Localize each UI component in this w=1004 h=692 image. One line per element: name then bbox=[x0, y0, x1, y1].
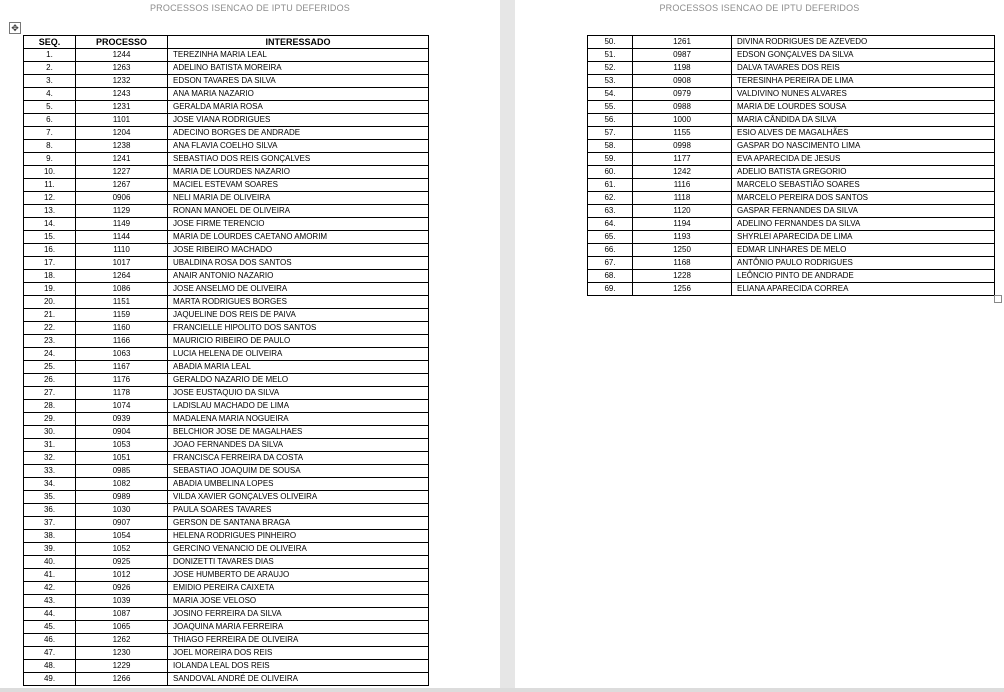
table-row bbox=[24, 387, 429, 400]
cell-processo: 1039 bbox=[76, 595, 168, 608]
cell-seq: 8. bbox=[24, 140, 76, 153]
cell-seq: 27. bbox=[24, 387, 76, 400]
cell-seq: 38. bbox=[24, 530, 76, 543]
table-row bbox=[24, 452, 429, 465]
table-row bbox=[24, 49, 429, 62]
cell-seq: 28. bbox=[24, 400, 76, 413]
cell-seq: 32. bbox=[24, 452, 76, 465]
cell-interessado: EDSON GONÇALVES DA SILVA bbox=[732, 49, 995, 62]
cell-interessado: LADISLAU MACHADO DE LIMA bbox=[168, 400, 429, 413]
table-row bbox=[24, 335, 429, 348]
cell-seq: 17. bbox=[24, 257, 76, 270]
table-row bbox=[588, 218, 995, 231]
cell-seq: 20. bbox=[24, 296, 76, 309]
cell-interessado: MACIEL ESTEVAM SOARES bbox=[168, 179, 429, 192]
cell-interessado: TERESINHA PEREIRA DE LIMA bbox=[732, 75, 995, 88]
cell-processo: 1118 bbox=[633, 192, 732, 205]
table-row bbox=[24, 608, 429, 621]
cell-processo: 0987 bbox=[633, 49, 732, 62]
cell-interessado: HELENA RODRIGUES PINHEIRO bbox=[168, 530, 429, 543]
cell-interessado: EDMAR LINHARES DE MELO bbox=[732, 244, 995, 257]
cell-interessado: SEBASTIAO JOAQUIM DE SOUSA bbox=[168, 465, 429, 478]
column-header-interessado: INTERESSADO bbox=[168, 36, 429, 49]
cell-processo: 0989 bbox=[76, 491, 168, 504]
cell-interessado: ESIO ALVES DE MAGALHÃES bbox=[732, 127, 995, 140]
table-body bbox=[24, 49, 429, 686]
cell-processo: 1263 bbox=[76, 62, 168, 75]
table-row bbox=[24, 621, 429, 634]
cell-interessado: MARIA DE LOURDES NAZARIO bbox=[168, 166, 429, 179]
cell-interessado: JOSE FIRME TERENCIO bbox=[168, 218, 429, 231]
cell-processo: 1231 bbox=[76, 101, 168, 114]
cell-processo: 1267 bbox=[76, 179, 168, 192]
cell-processo: 1160 bbox=[76, 322, 168, 335]
cell-seq: 7. bbox=[24, 127, 76, 140]
bottom-bar bbox=[0, 688, 1004, 692]
table-row bbox=[588, 179, 995, 192]
cell-seq: 6. bbox=[24, 114, 76, 127]
cell-seq: 52. bbox=[588, 62, 633, 75]
table-row bbox=[588, 231, 995, 244]
table-row bbox=[24, 582, 429, 595]
cell-processo: 1086 bbox=[76, 283, 168, 296]
cell-seq: 21. bbox=[24, 309, 76, 322]
cell-seq: 54. bbox=[588, 88, 633, 101]
cell-seq: 69. bbox=[588, 283, 633, 296]
cell-processo: 1256 bbox=[633, 283, 732, 296]
cell-seq: 10. bbox=[24, 166, 76, 179]
cell-processo: 1227 bbox=[76, 166, 168, 179]
cell-seq: 37. bbox=[24, 517, 76, 530]
cell-processo: 1082 bbox=[76, 478, 168, 491]
cell-processo: 1166 bbox=[76, 335, 168, 348]
table-row bbox=[588, 88, 995, 101]
cell-interessado: DALVA TAVARES DOS REIS bbox=[732, 62, 995, 75]
cell-interessado: GERALDO NAZARIO DE MELO bbox=[168, 374, 429, 387]
cell-processo: 1228 bbox=[633, 270, 732, 283]
cell-seq: 65. bbox=[588, 231, 633, 244]
cell-interessado: ADELINO FERNANDES DA SILVA bbox=[732, 218, 995, 231]
cell-interessado: MARCELO SEBASTIÃO SOARES bbox=[732, 179, 995, 192]
cell-seq: 49. bbox=[24, 673, 76, 686]
table-row bbox=[24, 231, 429, 244]
cell-processo: 1238 bbox=[76, 140, 168, 153]
page-header: PROCESSOS ISENCAO DE IPTU DEFERIDOS bbox=[659, 3, 860, 13]
cell-processo: 1243 bbox=[76, 88, 168, 101]
cell-processo: 1012 bbox=[76, 569, 168, 582]
table-move-handle-icon[interactable]: ✥ bbox=[9, 22, 21, 34]
cell-interessado: MARTA RODRIGUES BORGES bbox=[168, 296, 429, 309]
table-row bbox=[24, 218, 429, 231]
table-resize-handle-icon[interactable] bbox=[994, 295, 1002, 303]
cell-seq: 61. bbox=[588, 179, 633, 192]
cell-interessado: JOSE VIANA RODRIGUES bbox=[168, 114, 429, 127]
cell-processo: 1176 bbox=[76, 374, 168, 387]
table-row bbox=[24, 88, 429, 101]
cell-interessado: ANAIR ANTONIO NAZARIO bbox=[168, 270, 429, 283]
cell-interessado: ADELIO BATISTA GREGORIO bbox=[732, 166, 995, 179]
cell-interessado: GASPAR FERNANDES DA SILVA bbox=[732, 205, 995, 218]
cell-seq: 25. bbox=[24, 361, 76, 374]
cell-processo: 1204 bbox=[76, 127, 168, 140]
cell-interessado: JOSE RIBEIRO MACHADO bbox=[168, 244, 429, 257]
cell-seq: 16. bbox=[24, 244, 76, 257]
table-row bbox=[24, 62, 429, 75]
cell-interessado: GERSON DE SANTANA BRAGA bbox=[168, 517, 429, 530]
table-row bbox=[588, 244, 995, 257]
cell-interessado: TEREZINHA MARIA LEAL bbox=[168, 49, 429, 62]
cell-interessado: THIAGO FERREIRA DE OLIVEIRA bbox=[168, 634, 429, 647]
cell-seq: 48. bbox=[24, 660, 76, 673]
table-row bbox=[588, 114, 995, 127]
table-row bbox=[24, 400, 429, 413]
cell-seq: 30. bbox=[24, 426, 76, 439]
cell-processo: 1159 bbox=[76, 309, 168, 322]
cell-seq: 12. bbox=[24, 192, 76, 205]
cell-seq: 1. bbox=[24, 49, 76, 62]
table-row bbox=[24, 270, 429, 283]
cell-processo: 1242 bbox=[633, 166, 732, 179]
cell-seq: 63. bbox=[588, 205, 633, 218]
cell-processo: 1167 bbox=[76, 361, 168, 374]
table-row bbox=[588, 166, 995, 179]
cell-seq: 56. bbox=[588, 114, 633, 127]
table-row bbox=[24, 556, 429, 569]
table-row bbox=[24, 296, 429, 309]
cell-seq: 59. bbox=[588, 153, 633, 166]
cell-seq: 43. bbox=[24, 595, 76, 608]
cell-interessado: ABADIA MARIA LEAL bbox=[168, 361, 429, 374]
table-row bbox=[24, 465, 429, 478]
cell-interessado: EDSON TAVARES DA SILVA bbox=[168, 75, 429, 88]
cell-processo: 1053 bbox=[76, 439, 168, 452]
cell-processo: 1266 bbox=[76, 673, 168, 686]
cell-processo: 1065 bbox=[76, 621, 168, 634]
table-row bbox=[24, 101, 429, 114]
table-row bbox=[24, 257, 429, 270]
cell-seq: 13. bbox=[24, 205, 76, 218]
table-row bbox=[588, 153, 995, 166]
cell-seq: 23. bbox=[24, 335, 76, 348]
cell-processo: 0906 bbox=[76, 192, 168, 205]
cell-seq: 58. bbox=[588, 140, 633, 153]
cell-processo: 1194 bbox=[633, 218, 732, 231]
processes-table-page-2 bbox=[587, 35, 995, 296]
cell-seq: 26. bbox=[24, 374, 76, 387]
table-row bbox=[24, 647, 429, 660]
document-page-1 bbox=[0, 0, 500, 688]
column-header-seq: SEQ. bbox=[24, 36, 76, 49]
cell-seq: 33. bbox=[24, 465, 76, 478]
cell-processo: 1264 bbox=[76, 270, 168, 283]
cell-interessado: MADALENA MARIA NOGUEIRA bbox=[168, 413, 429, 426]
cell-seq: 29. bbox=[24, 413, 76, 426]
cell-seq: 67. bbox=[588, 257, 633, 270]
table-row bbox=[24, 543, 429, 556]
cell-interessado: LUCIA HELENA DE OLIVEIRA bbox=[168, 348, 429, 361]
table-row bbox=[24, 348, 429, 361]
cell-interessado: ABADIA UMBELINA LOPES bbox=[168, 478, 429, 491]
table-row bbox=[588, 140, 995, 153]
cell-seq: 46. bbox=[24, 634, 76, 647]
cell-processo: 0939 bbox=[76, 413, 168, 426]
table-row bbox=[24, 322, 429, 335]
cell-seq: 55. bbox=[588, 101, 633, 114]
table-row bbox=[588, 36, 995, 49]
cell-interessado: BELCHIOR JOSE DE MAGALHAES bbox=[168, 426, 429, 439]
cell-processo: 1074 bbox=[76, 400, 168, 413]
cell-seq: 22. bbox=[24, 322, 76, 335]
cell-seq: 64. bbox=[588, 218, 633, 231]
cell-seq: 36. bbox=[24, 504, 76, 517]
table-row bbox=[588, 49, 995, 62]
cell-processo: 1087 bbox=[76, 608, 168, 621]
cell-interessado: JOSE EUSTAQUIO DA SILVA bbox=[168, 387, 429, 400]
table-row bbox=[24, 478, 429, 491]
cell-seq: 50. bbox=[588, 36, 633, 49]
cell-processo: 1017 bbox=[76, 257, 168, 270]
cell-seq: 42. bbox=[24, 582, 76, 595]
cell-processo: 1110 bbox=[76, 244, 168, 257]
table-row bbox=[24, 660, 429, 673]
cell-processo: 0907 bbox=[76, 517, 168, 530]
cell-processo: 1241 bbox=[76, 153, 168, 166]
cell-interessado: NELI MARIA DE OLIVEIRA bbox=[168, 192, 429, 205]
table-row bbox=[24, 127, 429, 140]
cell-interessado: UBALDINA ROSA DOS SANTOS bbox=[168, 257, 429, 270]
cell-processo: 1229 bbox=[76, 660, 168, 673]
table-row bbox=[24, 491, 429, 504]
column-header-processo: PROCESSO bbox=[76, 36, 168, 49]
cell-processo: 1116 bbox=[633, 179, 732, 192]
cell-processo: 1168 bbox=[633, 257, 732, 270]
table-row bbox=[24, 569, 429, 582]
document-page-2 bbox=[515, 0, 1004, 688]
cell-interessado: JOSE ANSELMO DE OLIVEIRA bbox=[168, 283, 429, 296]
cell-seq: 66. bbox=[588, 244, 633, 257]
cell-interessado: MARIA CÂNDIDA DA SILVA bbox=[732, 114, 995, 127]
cell-seq: 60. bbox=[588, 166, 633, 179]
table-row bbox=[24, 504, 429, 517]
cell-seq: 41. bbox=[24, 569, 76, 582]
cell-seq: 19. bbox=[24, 283, 76, 296]
cell-seq: 18. bbox=[24, 270, 76, 283]
cell-processo: 1101 bbox=[76, 114, 168, 127]
table-row bbox=[24, 75, 429, 88]
cell-interessado: RONAN MANOEL DE OLIVEIRA bbox=[168, 205, 429, 218]
cell-interessado: EMIDIO PEREIRA CAIXETA bbox=[168, 582, 429, 595]
cell-seq: 40. bbox=[24, 556, 76, 569]
cell-interessado: VILDA XAVIER GONÇALVES OLIVEIRA bbox=[168, 491, 429, 504]
table-row bbox=[24, 140, 429, 153]
cell-processo: 0979 bbox=[633, 88, 732, 101]
cell-processo: 0988 bbox=[633, 101, 732, 114]
cell-seq: 3. bbox=[24, 75, 76, 88]
cell-interessado: FRANCIELLE HIPOLITO DOS SANTOS bbox=[168, 322, 429, 335]
table-row bbox=[24, 374, 429, 387]
cell-interessado: MARCELO PEREIRA DOS SANTOS bbox=[732, 192, 995, 205]
table-row bbox=[588, 257, 995, 270]
table-row bbox=[24, 413, 429, 426]
table-row bbox=[24, 517, 429, 530]
cell-processo: 1144 bbox=[76, 231, 168, 244]
cell-interessado: ADELINO BATISTA MOREIRA bbox=[168, 62, 429, 75]
table-row bbox=[24, 361, 429, 374]
cell-processo: 1052 bbox=[76, 543, 168, 556]
cell-interessado: ADECINO BORGES DE ANDRADE bbox=[168, 127, 429, 140]
cell-seq: 57. bbox=[588, 127, 633, 140]
table-row bbox=[588, 127, 995, 140]
table-row bbox=[24, 114, 429, 127]
table-row bbox=[588, 270, 995, 283]
cell-processo: 1000 bbox=[633, 114, 732, 127]
cell-seq: 24. bbox=[24, 348, 76, 361]
table-row bbox=[24, 439, 429, 452]
table-row bbox=[588, 75, 995, 88]
table-row bbox=[24, 634, 429, 647]
cell-interessado: DONIZETTI TAVARES DIAS bbox=[168, 556, 429, 569]
cell-seq: 11. bbox=[24, 179, 76, 192]
cell-interessado: ELIANA APARECIDA CORREA bbox=[732, 283, 995, 296]
cell-interessado: JOSE HUMBERTO DE ARAUJO bbox=[168, 569, 429, 582]
cell-processo: 1232 bbox=[76, 75, 168, 88]
cell-interessado: JAQUELINE DOS REIS DE PAIVA bbox=[168, 309, 429, 322]
cell-interessado: ANTÔNIO PAULO RODRIGUES bbox=[732, 257, 995, 270]
cell-processo: 1198 bbox=[633, 62, 732, 75]
table-row bbox=[24, 595, 429, 608]
cell-interessado: SANDOVAL ANDRÉ DE OLIVEIRA bbox=[168, 673, 429, 686]
cell-processo: 1155 bbox=[633, 127, 732, 140]
cell-processo: 1054 bbox=[76, 530, 168, 543]
table-row bbox=[24, 244, 429, 257]
page-header: PROCESSOS ISENCAO DE IPTU DEFERIDOS bbox=[149, 3, 351, 13]
cell-interessado: GASPAR DO NASCIMENTO LIMA bbox=[732, 140, 995, 153]
cell-processo: 1250 bbox=[633, 244, 732, 257]
cell-seq: 4. bbox=[24, 88, 76, 101]
cell-interessado: SHYRLEI APARECIDA DE LIMA bbox=[732, 231, 995, 244]
page-gutter bbox=[500, 0, 515, 692]
cell-seq: 15. bbox=[24, 231, 76, 244]
cell-seq: 5. bbox=[24, 101, 76, 114]
cell-processo: 1177 bbox=[633, 153, 732, 166]
cell-processo: 1149 bbox=[76, 218, 168, 231]
cell-processo: 1262 bbox=[76, 634, 168, 647]
cell-seq: 53. bbox=[588, 75, 633, 88]
cell-processo: 1030 bbox=[76, 504, 168, 517]
cell-processo: 0985 bbox=[76, 465, 168, 478]
cell-processo: 1063 bbox=[76, 348, 168, 361]
cell-processo: 0925 bbox=[76, 556, 168, 569]
table-row bbox=[588, 192, 995, 205]
table-body bbox=[588, 36, 995, 296]
cell-processo: 0904 bbox=[76, 426, 168, 439]
table-row bbox=[588, 205, 995, 218]
cell-processo: 1193 bbox=[633, 231, 732, 244]
cell-interessado: GERALDA MARIA ROSA bbox=[168, 101, 429, 114]
cell-interessado: JOAO FERNANDES DA SILVA bbox=[168, 439, 429, 452]
table-row bbox=[24, 205, 429, 218]
table-row bbox=[24, 530, 429, 543]
cell-interessado: DIVINA RODRIGUES DE AZEVEDO bbox=[732, 36, 995, 49]
cell-interessado: MARIA DE LOURDES CAETANO AMORIM bbox=[168, 231, 429, 244]
cell-interessado: ANA MARIA NAZARIO bbox=[168, 88, 429, 101]
cell-interessado: VALDIVINO NUNES ALVARES bbox=[732, 88, 995, 101]
cell-interessado: SEBASTIAO DOS REIS GONÇALVES bbox=[168, 153, 429, 166]
table-row bbox=[24, 309, 429, 322]
table-row bbox=[24, 192, 429, 205]
cell-seq: 31. bbox=[24, 439, 76, 452]
table-row bbox=[588, 283, 995, 296]
cell-interessado: JOSINO FERREIRA DA SILVA bbox=[168, 608, 429, 621]
cell-seq: 2. bbox=[24, 62, 76, 75]
table-row bbox=[588, 101, 995, 114]
cell-seq: 14. bbox=[24, 218, 76, 231]
cell-processo: 0908 bbox=[633, 75, 732, 88]
cell-seq: 51. bbox=[588, 49, 633, 62]
cell-interessado: MARIA DE LOURDES SOUSA bbox=[732, 101, 995, 114]
cell-seq: 44. bbox=[24, 608, 76, 621]
cell-seq: 68. bbox=[588, 270, 633, 283]
cell-processo: 1151 bbox=[76, 296, 168, 309]
cell-seq: 47. bbox=[24, 647, 76, 660]
cell-interessado: JOEL MOREIRA DOS REIS bbox=[168, 647, 429, 660]
table-row bbox=[24, 673, 429, 686]
cell-interessado: JOAQUINA MARIA FERREIRA bbox=[168, 621, 429, 634]
cell-interessado: ANA FLAVIA COELHO SILVA bbox=[168, 140, 429, 153]
cell-processo: 1230 bbox=[76, 647, 168, 660]
cell-interessado: EVA APARECIDA DE JESUS bbox=[732, 153, 995, 166]
cell-interessado: PAULA SOARES TAVARES bbox=[168, 504, 429, 517]
cell-seq: 9. bbox=[24, 153, 76, 166]
cell-processo: 1244 bbox=[76, 49, 168, 62]
cell-processo: 1261 bbox=[633, 36, 732, 49]
cell-interessado: IOLANDA LEAL DOS REIS bbox=[168, 660, 429, 673]
cell-interessado: GERCINO VENANCIO DE OLIVEIRA bbox=[168, 543, 429, 556]
cell-interessado: FRANCISCA FERREIRA DA COSTA bbox=[168, 452, 429, 465]
cell-interessado: MARIA JOSE VELOSO bbox=[168, 595, 429, 608]
cell-processo: 1120 bbox=[633, 205, 732, 218]
table-row bbox=[24, 153, 429, 166]
cell-processo: 0998 bbox=[633, 140, 732, 153]
cell-interessado: LEÔNCIO PINTO DE ANDRADE bbox=[732, 270, 995, 283]
cell-processo: 1129 bbox=[76, 205, 168, 218]
cell-seq: 62. bbox=[588, 192, 633, 205]
cell-seq: 35. bbox=[24, 491, 76, 504]
cell-interessado: MAURICIO RIBEIRO DE PAULO bbox=[168, 335, 429, 348]
table-row bbox=[24, 179, 429, 192]
cell-seq: 34. bbox=[24, 478, 76, 491]
cell-seq: 45. bbox=[24, 621, 76, 634]
table-header-row bbox=[24, 36, 429, 49]
table-row bbox=[588, 62, 995, 75]
table-row bbox=[24, 166, 429, 179]
cell-processo: 0926 bbox=[76, 582, 168, 595]
cell-seq: 39. bbox=[24, 543, 76, 556]
cell-processo: 1178 bbox=[76, 387, 168, 400]
table-row bbox=[24, 283, 429, 296]
cell-processo: 1051 bbox=[76, 452, 168, 465]
table-row bbox=[24, 426, 429, 439]
processes-table-page-1 bbox=[23, 35, 429, 686]
